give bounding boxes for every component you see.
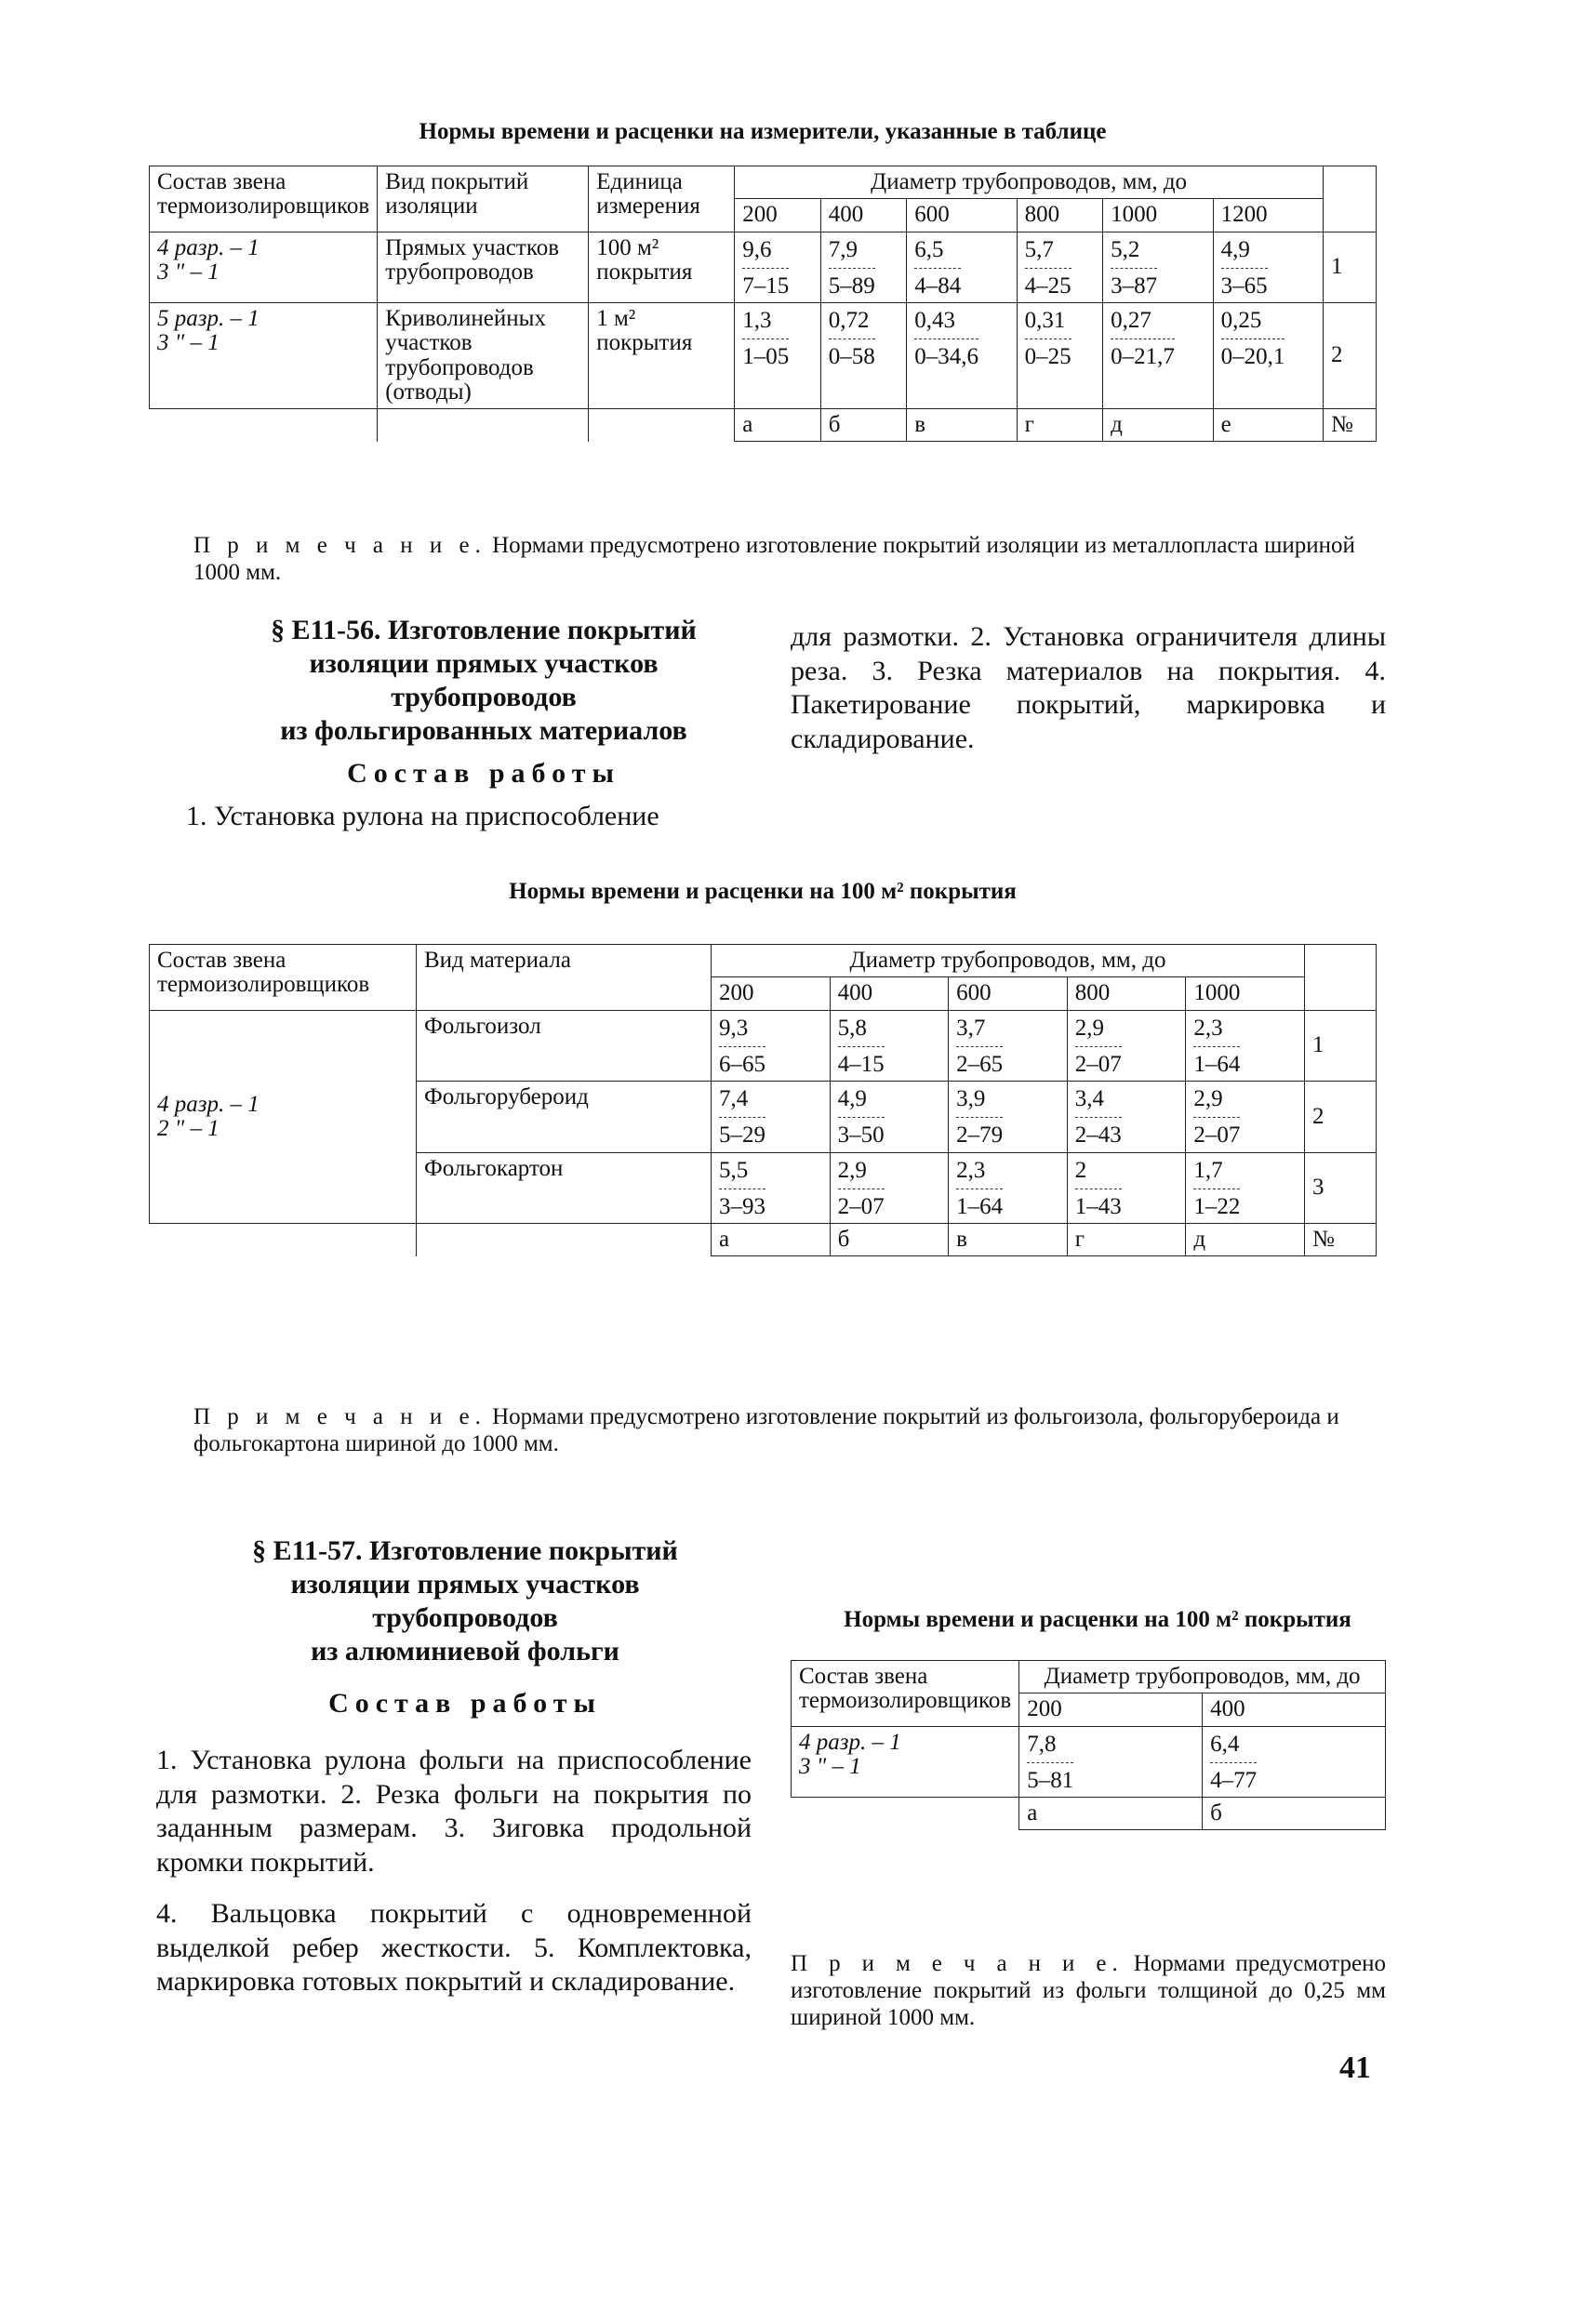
no-label: № [1305, 1224, 1377, 1256]
table2-row-no: 2 [1305, 1082, 1377, 1153]
norm-time: 6,4 [1210, 1731, 1240, 1757]
table2-cell [1067, 1010, 1186, 1082]
norm-time: 6,5 [914, 236, 944, 262]
table1-cell [820, 232, 907, 303]
table1-row-no: 1 [1324, 232, 1377, 303]
rate: 0–34,6 [914, 339, 978, 369]
note-label: П р и м е ч а н и е. [791, 1951, 1124, 1976]
section57-para2: 4. Вальцовка покрытий с одновременной выделкой ребер жесткости. 5. Комплектовка, маркировка готовых покрытий и складирование. [156, 1898, 752, 1998]
table1-header-crew: Состав звена термоизолировщиков [150, 166, 378, 232]
table2-crew [150, 1010, 417, 1224]
column-letter: в [907, 409, 1017, 442]
rate: 7–15 [742, 268, 789, 299]
table2-caption: Нормы времени и расценки на 100 м² покрытия [509, 879, 1017, 904]
table2-cell [830, 1152, 949, 1224]
table2-header-no-blank [1305, 945, 1377, 1011]
crew-line: 4 разр. – 1 [157, 1091, 260, 1117]
crew-line: 3 " – 1 [157, 259, 220, 285]
rate: 4–15 [838, 1046, 885, 1077]
table1-cell [1103, 232, 1213, 303]
crew-line: 4 разр. – 1 [799, 1729, 901, 1755]
norm-time: 2,9 [1074, 1015, 1104, 1041]
rate: 3–87 [1111, 268, 1157, 299]
norm-time: 3,7 [956, 1015, 986, 1041]
table3-cell [1203, 1726, 1386, 1798]
norm-time: 3,9 [956, 1086, 986, 1111]
table1-row-no: 2 [1324, 303, 1377, 409]
table2-cell [712, 1010, 831, 1082]
table2-cell [1067, 1152, 1186, 1224]
blank-cell [589, 409, 735, 442]
table2-cell [1186, 1010, 1305, 1082]
table1-crew [150, 303, 378, 409]
table2-row [150, 1010, 1377, 1082]
table3-header-diameter: Диаметр трубопроводов, мм, до [1019, 1661, 1386, 1693]
norm-time: 0,31 [1024, 308, 1066, 333]
note-text: Нормами предусмотрено изготовление покрытий изоляции из металлопласта шириной 1000 мм. [193, 533, 1355, 585]
table1-cell [907, 303, 1017, 409]
table3-letters-row [792, 1798, 1386, 1830]
title-line: трубопроводов [372, 1602, 558, 1633]
table1-cell [820, 303, 907, 409]
norm-time: 7,8 [1027, 1731, 1057, 1757]
table2-row-no: 3 [1305, 1152, 1377, 1224]
norm-time: 5,8 [837, 1015, 867, 1041]
table2-cell [949, 1082, 1068, 1153]
section56-title [186, 614, 781, 748]
table1-cell [735, 232, 821, 303]
column-letter: д [1186, 1224, 1305, 1256]
section57-title [149, 1534, 781, 1668]
rate: 1–43 [1075, 1189, 1122, 1219]
rate: 1–64 [956, 1189, 1003, 1219]
table2-diameter: 1000 [1186, 977, 1305, 1010]
table1-cell [1213, 303, 1323, 409]
column-letter: а [1019, 1798, 1203, 1830]
table2-diameter: 800 [1067, 977, 1186, 1010]
table1-cell [1017, 303, 1103, 409]
table3-diameter: 400 [1203, 1693, 1386, 1726]
table3-diameter: 200 [1019, 1693, 1203, 1726]
norm-time: 2,3 [1193, 1015, 1223, 1041]
rate: 3–93 [719, 1189, 765, 1219]
table1-unit: 1 м² покрытия [589, 303, 735, 409]
table1-diameter: 600 [907, 199, 1017, 232]
norm-time: 5,7 [1024, 236, 1054, 262]
table1-header-type: Вид покрытий изоляции [378, 166, 589, 232]
table1-header-no-blank [1324, 166, 1377, 232]
crew-line: 2 " – 1 [157, 1115, 220, 1141]
table2-header-material: Вид материала [417, 945, 712, 1011]
table3-cell [1019, 1726, 1203, 1798]
column-letter: е [1213, 409, 1323, 442]
norm-time: 5,5 [719, 1157, 749, 1183]
table1-letters-row [150, 409, 1377, 442]
table1-row [150, 232, 1377, 303]
rate: 1–22 [1193, 1189, 1240, 1219]
rate: 2–65 [956, 1046, 1003, 1077]
rate: 0–58 [829, 339, 875, 369]
rate: 1–05 [742, 339, 789, 369]
norm-time: 7,9 [828, 236, 858, 262]
table2-cell [1067, 1082, 1186, 1153]
note-label: П р и м е ч а н и е. [193, 1404, 486, 1429]
table2-note [193, 1404, 1377, 1458]
rate: 4–25 [1025, 268, 1072, 299]
table1-cell [735, 303, 821, 409]
norm-time: 2 [1074, 1157, 1087, 1183]
rate: 2–07 [1075, 1046, 1122, 1077]
crew-line: 4 разр. – 1 [157, 234, 260, 260]
crew-line: 5 разр. – 1 [157, 306, 260, 331]
table3-header-crew: Состав звена термоизолировщиков [792, 1661, 1019, 1727]
norm-time: 4,9 [837, 1086, 867, 1111]
norm-time: 0,25 [1220, 308, 1262, 333]
title-line: § Е11-57. Изготовление покрытий [252, 1535, 678, 1566]
rate: 2–43 [1075, 1117, 1122, 1148]
note-text: Нормами предусмотрено изготовление покрытий из фольгоизола, фольгорубероида и фольгокартона шириной до 1000 мм. [193, 1404, 1339, 1456]
norm-time: 7,4 [719, 1086, 749, 1111]
table2-cell [949, 1152, 1068, 1224]
section56-work-title: Состав работы [347, 758, 620, 789]
rate: 6–65 [719, 1046, 765, 1077]
column-letter: а [712, 1224, 831, 1256]
rate: 3–50 [838, 1117, 885, 1148]
blank-cell [150, 409, 378, 442]
page-number: 41 [1339, 2051, 1371, 2085]
column-letter: в [949, 1224, 1068, 1256]
norm-time: 3,4 [1074, 1086, 1104, 1111]
table1-cell [907, 232, 1017, 303]
norm-time: 4,9 [1220, 236, 1250, 262]
rate: 0–20,1 [1221, 339, 1285, 369]
norm-time: 5,2 [1111, 236, 1140, 262]
norm-time: 0,27 [1111, 308, 1151, 333]
table1-diameter: 200 [735, 199, 821, 232]
column-letter: б [1203, 1798, 1386, 1830]
title-line: из фольгированных материалов [280, 715, 687, 746]
table2-material: Фольгоруберoид [417, 1082, 712, 1153]
table2-cell [1186, 1082, 1305, 1153]
norm-time: 9,6 [742, 236, 772, 262]
table2-cell [1186, 1152, 1305, 1224]
rate: 0–21,7 [1111, 339, 1175, 369]
norm-time: 9,3 [719, 1015, 749, 1041]
blank-cell [378, 409, 589, 442]
norm-time: 2,9 [1193, 1086, 1223, 1111]
norm-time: 0,72 [828, 308, 870, 333]
table2-material: Фольгокартон [417, 1152, 712, 1224]
blank-cell [150, 1224, 417, 1256]
table1-header-unit: Единица измерения [589, 166, 735, 232]
table2-header-diameter: Диаметр трубопроводов, мм, до [712, 945, 1305, 977]
section57-work-title: Состав работы [328, 1688, 602, 1719]
column-letter: г [1017, 409, 1103, 442]
title-line: из алюминиевой фольги [311, 1636, 619, 1667]
blank-cell [417, 1224, 712, 1256]
table1-diameter: 400 [820, 199, 907, 232]
section56-right-text: для размотки. 2. Установка ограничителя длины реза. 3. Резка материалов на покрытия. 4. Пакетирование покрытий, маркировка и складирование. [791, 621, 1386, 754]
table3-crew [792, 1726, 1019, 1798]
table1-cell [1103, 303, 1213, 409]
table2-cell [712, 1082, 831, 1153]
rate: 2–07 [1193, 1117, 1240, 1148]
table2-header-crew: Состав звена термоизолировщиков [150, 945, 417, 1011]
column-letter: б [830, 1224, 949, 1256]
title-line: изоляции прямых участков [290, 1569, 640, 1600]
table3-note [791, 1951, 1386, 2031]
table1-cell [1017, 232, 1103, 303]
title-line: трубопроводов [391, 682, 577, 712]
column-letter: б [820, 409, 907, 442]
table2-diameter: 200 [712, 977, 831, 1010]
table2-row-no: 1 [1305, 1010, 1377, 1082]
table3-caption: Нормы времени и расценки на 100 м² покрытия [844, 1607, 1351, 1632]
table3-row [792, 1726, 1386, 1798]
table2-letters-row [150, 1224, 1377, 1256]
table1-diameter: 1000 [1103, 199, 1213, 232]
table2-cell [830, 1010, 949, 1082]
table3 [791, 1660, 1386, 1830]
rate: 4–77 [1210, 1762, 1257, 1793]
title-line: изоляции прямых участков [309, 648, 659, 679]
table2-material: Фольгоизол [417, 1010, 712, 1082]
table2-cell [949, 1010, 1068, 1082]
norm-time: 2,3 [956, 1157, 986, 1183]
rate: 5–81 [1027, 1762, 1073, 1793]
column-letter: д [1103, 409, 1213, 442]
note-text: Нормами предусмотрено изготовление покрытий из фольги толщиной до 0,25 мм шириной 1000 мм. [791, 1951, 1387, 2030]
column-letter: г [1067, 1224, 1186, 1256]
table1-crew [150, 232, 378, 303]
rate: 1–64 [1193, 1046, 1240, 1077]
crew-line: 3 " – 1 [157, 330, 220, 356]
column-letter: а [735, 409, 821, 442]
rate: 0–25 [1025, 339, 1072, 369]
table1-diameter: 1200 [1213, 199, 1323, 232]
table1-diameter: 800 [1017, 199, 1103, 232]
rate: 3–65 [1221, 268, 1268, 299]
rate: 5–89 [829, 268, 875, 299]
table1-header-diameter: Диаметр трубопроводов, мм, до [735, 166, 1324, 199]
crew-line: 3 " – 1 [799, 1753, 861, 1779]
norm-time: 0,43 [914, 308, 955, 333]
table2-cell [830, 1082, 949, 1153]
table1-caption: Нормы времени и расценки на измерители, указанные в таблице [419, 119, 1107, 144]
table2-diameter: 400 [830, 977, 949, 1010]
rate: 2–07 [838, 1189, 885, 1219]
title-line: § Е11-56. Изготовление покрытий [271, 615, 697, 645]
table1-row [150, 303, 1377, 409]
table1 [149, 166, 1377, 442]
norm-time: 2,9 [837, 1157, 867, 1183]
table1-type: Криволинейных участков трубопроводов (отводы) [378, 303, 589, 409]
rate: 5–29 [719, 1117, 765, 1148]
norm-time: 1,7 [1193, 1157, 1223, 1183]
blank-cell [792, 1798, 1019, 1830]
note-label: П р и м е ч а н и е. [193, 533, 486, 558]
rate: 2–79 [956, 1117, 1003, 1148]
table2 [149, 944, 1377, 1256]
table2-diameter: 600 [949, 977, 1068, 1010]
table2-cell [712, 1152, 831, 1224]
section57-para1: 1. Установка рулона фольги на приспособление для размотки. 2. Резка фольги на покрытия по заданным размерам. 3. Зиговка продольной кромки покрытий. [156, 1745, 752, 1878]
rate: 4–84 [914, 268, 961, 299]
norm-time: 1,3 [742, 308, 772, 333]
table1-type: Прямых участков трубопроводов [378, 232, 589, 303]
table1-cell [1213, 232, 1323, 303]
section56-left-text: 1. Установка рулона на приспособление [186, 801, 659, 831]
no-label: № [1324, 409, 1377, 442]
table1-unit: 100 м² покрытия [589, 232, 735, 303]
table1-note [193, 533, 1377, 587]
